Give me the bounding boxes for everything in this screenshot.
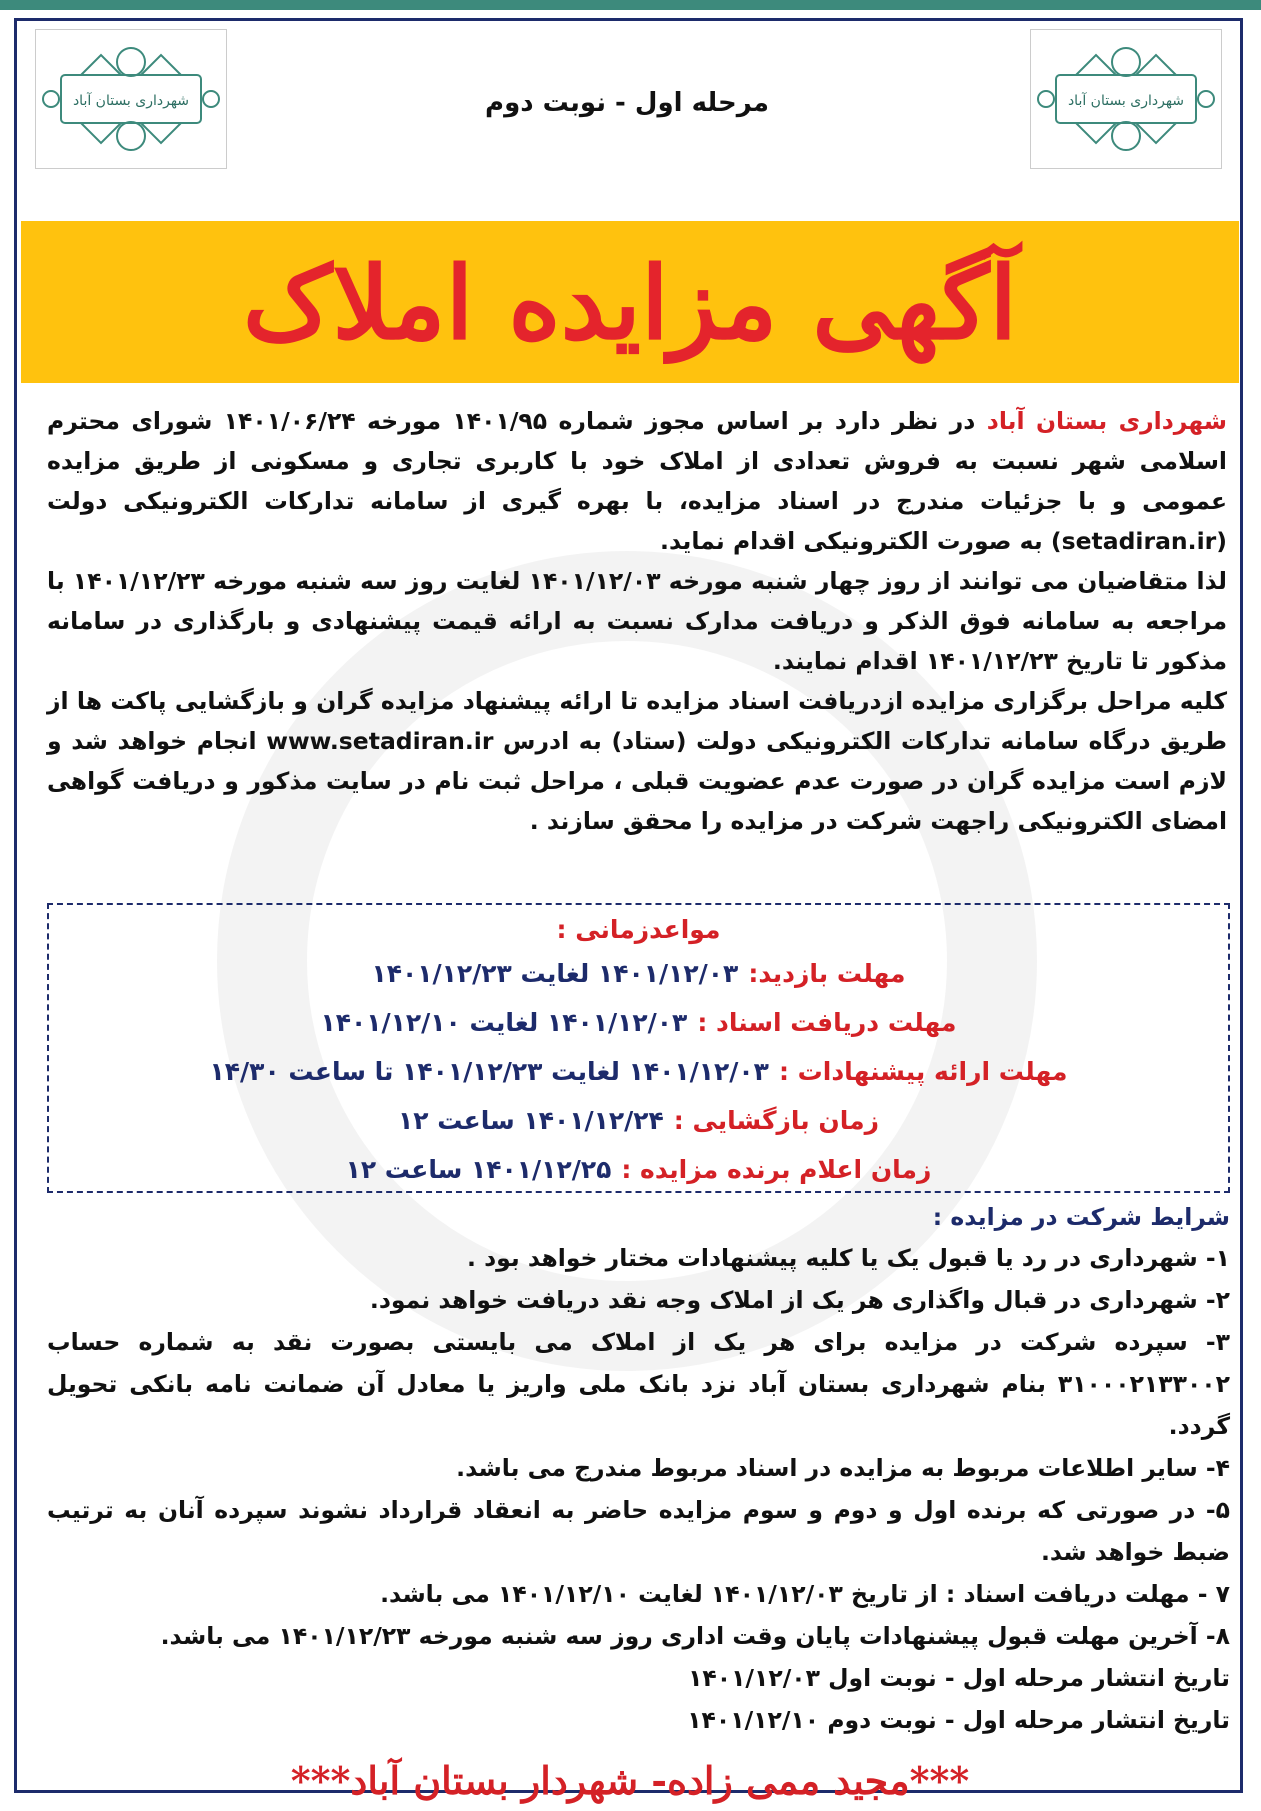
timing-heading: مواعدزمانی : (556, 915, 721, 944)
municipality-logo-icon (1036, 40, 1216, 158)
notice-body (47, 401, 1227, 841)
body-paragraph-3: کلیه مراحل برگزاری مزایده ازدریافت اسناد مزایده تا ارائه پیشنهاد مزایده گران و بازگشایی پاکت ها از طریق درگاه سامانه تدارکات الکترونیکی دولت (ستاد) به ادرس www.setadiran.ir انجام خواهد شد و لازم است مزایده گران در صورت عدم عضویت قبلی ، مراحل ثبت نام در سایت مذکور و دریافت گواهی امضای الکترونیکی راجهت شرکت در مزایده را محقق سازند . (47, 687, 1227, 835)
conditions-section (47, 1197, 1230, 1741)
timing-row (49, 1096, 1228, 1145)
body-paragraph-2: لذا متقاضیان می توانند از روز چهار شنبه مورخه ۱۴۰۱/۱۲/۰۳ لغایت روز سه شنبه مورخه ۱۴۰۱/۱۲/۲۳ با مراجعه به سامانه فوق الذکر و دریافت مدارک نسبت به ارائه قیمت پیشنهادی و بارگذاری در سامانه مذکور تا تاریخ ۱۴۰۱/۱۲/۲۳ اقدام نمایند. (47, 567, 1227, 675)
svg-text:شهرداری بستان آباد: شهرداری بستان آباد (72, 93, 190, 109)
timing-label: زمان اعلام برنده مزایده : (621, 1155, 932, 1184)
mayor-signature: ***مجید ممی زاده- شهردار بستان آباد*** (290, 1758, 970, 1803)
timing-value: ۱۴۰۱/۱۲/۰۳ لغایت ۱۴۰۱/۱۲/۱۰ (320, 1008, 688, 1037)
notice-title: آگهی مزایده املاک (242, 244, 1018, 362)
municipality-logo-icon (41, 40, 221, 158)
timing-box (47, 903, 1230, 1193)
condition-item: ۱- شهرداری در رد یا قبول یک یا کلیه پیشنهادات مختار خواهد بود . (466, 1244, 1230, 1272)
timing-row (49, 949, 1228, 998)
timing-label: مهلت بازدید: (748, 959, 906, 988)
body-paragraph-1-text: در نظر دارد بر اساس مجوز شماره ۱۴۰۱/۹۵ مورخه ۱۴۰۱/۰۶/۲۴ شورای محترم اسلامی شهر نسبت به فروش تعدادی از املاک خود با کاربری تجاری و مسکونی از طریق مزایده عمومی و با جزئیات مندرج در اسناد مزایده، با بهره گیری از سامانه تدارکات الکترونیکی دولت (setadiran.ir) به صورت الکترونیکی اقدام نماید. (47, 407, 1227, 555)
timing-label: زمان بازگشایی : (673, 1106, 879, 1135)
municipality-name: شهرداری بستان آباد (986, 407, 1227, 435)
timing-label: مهلت دریافت اسناد : (697, 1008, 957, 1037)
notice-frame (14, 18, 1243, 1803)
logo-left (35, 29, 227, 169)
condition-item: ۴- سایر اطلاعات مربوط به مزایده در اسناد مربوط مندرج می باشد. (456, 1454, 1230, 1482)
condition-item: ۳- سپرده شرکت در مزایده برای هر یک از املاک می بایستی بصورت نقد به شماره حساب ۳۱۰۰۰۲۱۳۳۰۰۲ بنام شهرداری بستان آباد نزد بانک ملی واریز یا معادل آن ضمانت نامه بانکی تحویل گردد. (47, 1328, 1230, 1440)
condition-item: ۵- در صورتی که برنده اول و دوم و سوم مزایده حاضر به انعقاد قرارداد نشوند سپرده آنان به ترتیب ضبط خواهد شد. (47, 1496, 1230, 1566)
condition-item: ۲- شهرداری در قبال واگذاری هر یک از املاک وجه نقد دریافت خواهد نمود. (369, 1286, 1230, 1314)
timing-value: ۱۴۰۱/۱۲/۲۴ ساعت ۱۲ (397, 1106, 664, 1135)
publish-date-first: تاریخ انتشار مرحله اول - نوبت اول ۱۴۰۱/۱۲/۰۳ (688, 1664, 1230, 1692)
timing-value: ۱۴۰۱/۱۲/۲۵ ساعت ۱۲ (345, 1155, 612, 1184)
stage-label: مرحله اول - نوبت دوم (485, 88, 769, 118)
timing-value: ۱۴۰۱/۱۲/۰۳ لغایت ۱۴۰۱/۱۲/۲۳ تا ساعت ۱۴/۳۰ (209, 1057, 769, 1086)
svg-text:شهرداری بستان آباد: شهرداری بستان آباد (1067, 93, 1185, 109)
body-paragraph-1 (47, 401, 1227, 561)
top-stripe (0, 0, 1261, 10)
publish-date-second: تاریخ انتشار مرحله اول - نوبت دوم ۱۴۰۱/۱۲/۱۰ (687, 1706, 1230, 1734)
timing-row (49, 1145, 1228, 1194)
logo-right (1030, 29, 1222, 169)
condition-item: ۸- آخرین مهلت قبول پیشنهادات پایان وقت اداری روز سه شنبه مورخه ۱۴۰۱/۱۲/۲۳ می باشد. (160, 1622, 1230, 1650)
timing-row (49, 998, 1228, 1047)
conditions-heading: شرایط شرکت در مزایده : (932, 1203, 1230, 1231)
timing-row (49, 1047, 1228, 1096)
timing-label: مهلت ارائه پیشنهادات : (778, 1057, 1068, 1086)
timing-value: ۱۴۰۱/۱۲/۰۳ لغایت ۱۴۰۱/۱۲/۲۳ (371, 959, 739, 988)
condition-item: ۷ - مهلت دریافت اسناد : از تاریخ ۱۴۰۱/۱۲/۰۳ لغایت ۱۴۰۱/۱۲/۱۰ می باشد. (380, 1580, 1230, 1608)
